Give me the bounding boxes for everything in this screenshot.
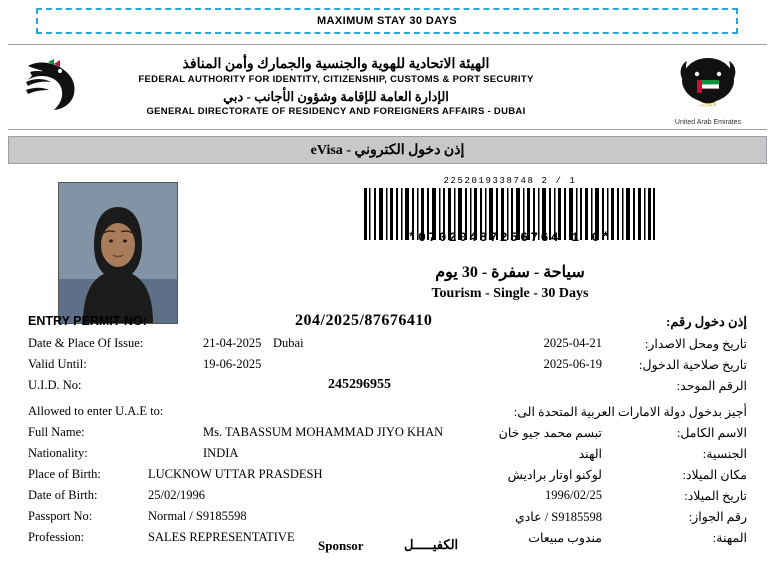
emblem-caption: United Arab Emirates bbox=[674, 119, 742, 126]
row-place-of-birth bbox=[28, 467, 747, 488]
header-rule-top bbox=[8, 44, 767, 45]
value-place-of-birth-ar: لوكنو اوتار براديش bbox=[507, 468, 602, 482]
sponsor-label-ar: الكفيـــــل bbox=[404, 537, 459, 552]
label-profession: Profession: bbox=[28, 530, 85, 544]
value-full-name-ar: تبسم محمد جيو خان bbox=[498, 426, 602, 440]
barcode-number-top: 2252019338748 2 / 1 bbox=[443, 176, 577, 186]
uae-emblem-block bbox=[665, 50, 751, 126]
label-nationality: Nationality: bbox=[28, 446, 88, 460]
label-profession-ar: المهنة: bbox=[712, 531, 747, 545]
falcon-logo-icon bbox=[24, 56, 88, 114]
sponsor-label-en: Sponsor bbox=[318, 538, 364, 553]
row-allowed-to-enter bbox=[28, 404, 747, 425]
entry-permit-label-ar: إذن دخول رقم: bbox=[666, 314, 747, 329]
label-nationality-ar: الجنسية: bbox=[702, 447, 747, 461]
label-allowed-to-enter-ar: أجيز بدخول دولة الامارات العربية المتحدة الى: bbox=[513, 405, 747, 419]
row-passport-no bbox=[28, 509, 747, 530]
label-full-name-ar: الاسم الكامل: bbox=[676, 426, 747, 440]
row-date-of-birth bbox=[28, 488, 747, 509]
value-date-of-issue: 21-04-2025 bbox=[203, 336, 262, 350]
label-passport-no-ar: رقم الجواز: bbox=[688, 510, 747, 524]
value-uid-no: 245296955 bbox=[328, 377, 391, 392]
maximum-stay-text: MAXIMUM STAY 30 DAYS bbox=[316, 15, 458, 27]
value-passport-no-ar: S9185598 / عادي bbox=[514, 510, 602, 524]
value-passport-no: Normal / S9185598 bbox=[148, 509, 247, 523]
entry-permit-label-en: ENTRY PERMIT NO: bbox=[28, 314, 147, 328]
visa-type-arabic: سياحة - سفرة - 30 يوم bbox=[435, 264, 585, 281]
value-valid-until-ar: 2025-06-19 bbox=[543, 357, 602, 371]
label-valid-until: Valid Until: bbox=[28, 357, 87, 371]
applicant-photo bbox=[58, 182, 178, 324]
value-nationality: INDIA bbox=[203, 446, 239, 460]
value-date-of-birth-ar: 1996/02/25 bbox=[545, 488, 602, 502]
label-allowed-to-enter: Allowed to enter U.A.E to: bbox=[28, 404, 164, 418]
entry-permit-number: 204/2025/87676410 bbox=[295, 312, 433, 329]
row-valid-until bbox=[28, 357, 747, 378]
label-uid-no: U.I.D. No: bbox=[28, 378, 82, 392]
maximum-stay-banner bbox=[36, 8, 738, 34]
label-uid-no-ar: الرقم الموحد: bbox=[676, 379, 747, 393]
label-place-of-birth-ar: مكان الميلاد: bbox=[682, 468, 747, 482]
row-full-name bbox=[28, 425, 747, 446]
value-profession: SALES REPRESENTATIVE bbox=[148, 530, 295, 544]
label-passport-no: Passport No: bbox=[28, 509, 93, 523]
uae-emblem-icon bbox=[675, 50, 741, 116]
label-valid-until-ar: تاريخ صلاحية الدخول: bbox=[639, 358, 747, 372]
label-full-name: Full Name: bbox=[28, 425, 85, 439]
row-nationality bbox=[28, 446, 747, 467]
evisa-title-text: إذن دخول الكتروني - eVisa bbox=[310, 142, 465, 158]
row-date-place-of-issue bbox=[28, 336, 747, 357]
value-nationality-ar: الهند bbox=[578, 447, 602, 461]
value-valid-until: 19-06-2025 bbox=[203, 357, 262, 371]
authority-block bbox=[96, 56, 576, 118]
value-profession-ar: مندوب مبيعات bbox=[528, 531, 602, 545]
header-rule-bottom bbox=[8, 129, 767, 130]
label-date-place-of-issue-ar: تاريخ ومحل الاصدار: bbox=[644, 337, 747, 351]
authority-arabic-line2: الإدارة العامة للإقامة وشؤون الأجانب - دبي bbox=[223, 89, 449, 104]
authority-english-line2: GENERAL DIRECTORATE OF RESIDENCY AND FOREIGNERS AFFAIRS - DUBAI bbox=[146, 106, 526, 117]
row-uid-no bbox=[28, 378, 747, 404]
value-place-of-issue: Dubai bbox=[273, 336, 304, 350]
authority-arabic-line1: الهيئة الاتحادية للهوية والجنسية والجمارك وأمن المنافذ bbox=[182, 57, 490, 72]
visa-type-english: Tourism - Single - 30 Days bbox=[431, 286, 589, 301]
label-date-of-birth-ar: تاريخ الميلاد: bbox=[684, 489, 747, 503]
value-full-name: Ms. TABASSUM MOHAMMAD JIYO KHAN bbox=[203, 425, 444, 439]
evisa-title-bar bbox=[8, 136, 767, 164]
barcode-mrz-text: *07020487256764 1 0* bbox=[407, 230, 613, 245]
authority-english-line1: FEDERAL AUTHORITY FOR IDENTITY, CITIZENSHIP, CUSTOMS & PORT SECURITY bbox=[138, 74, 534, 85]
label-place-of-birth: Place of Birth: bbox=[28, 467, 101, 481]
row-profession bbox=[28, 530, 747, 551]
label-date-of-birth: Date of Birth: bbox=[28, 488, 98, 502]
label-date-place-of-issue: Date & Place Of Issue: bbox=[28, 336, 144, 350]
details-table bbox=[28, 336, 747, 551]
value-date-of-issue-ar: 2025-04-21 bbox=[543, 336, 602, 350]
svg-text:الامارات: الامارات bbox=[699, 102, 717, 108]
value-date-of-birth: 25/02/1996 bbox=[148, 488, 205, 502]
value-place-of-birth: LUCKNOW UTTAR PRASDESH bbox=[148, 467, 323, 481]
